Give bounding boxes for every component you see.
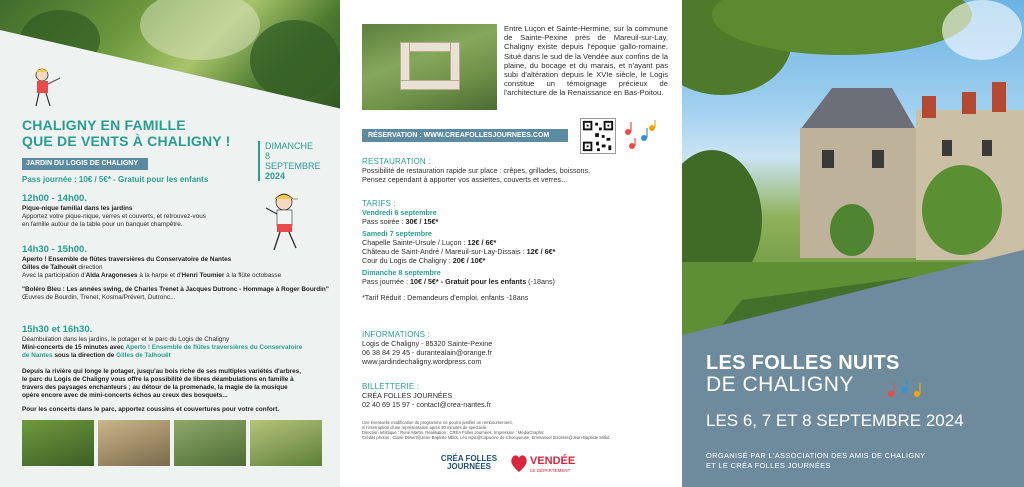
restauration-line2: Pensez cependant à apporter vos assiettes, couverts et verres…: [362, 175, 569, 184]
small-print: [362, 420, 678, 440]
park-paragraph: [22, 368, 340, 414]
intro-text: Entre Luçon et Sainte-Hermine, sur la commune de Sainte-Pexine près de Mareuil-sur-Lay, Chaligny existe depuis l'époque gallo-romaine. Situé dans le sud de la Vendée aux confins de la plaine, du bocage et du marais, et n'ayant pas subi d'altération depuis le XVIe siècle, le Logis constitue un témoignage précieux de l'architecture de la Renaissance en Bas-Poitou.: [504, 24, 668, 98]
music-notes-icon: [886, 378, 924, 400]
slot2-works: Œuvres de Bourdin, Trenet, Kosma/Prévert, Dutronc...: [22, 294, 176, 301]
main-subtitle: DE CHALIGNY: [706, 373, 854, 396]
slot2-part-c: à la harpe et d': [137, 272, 182, 279]
music-notes-icon: [622, 120, 658, 152]
info-address: Logis de Chaligny - 85320 Sainte-Pexine: [362, 339, 493, 348]
slot2-title1: Aperto ! Ensemble de flûtes traversières du Conservatoire de Nantes: [22, 256, 232, 263]
sunday-heading: Dimanche 8 septembre: [362, 268, 441, 277]
slot1-time: 12h00 - 14h00.: [22, 193, 87, 204]
restauration-heading: RESTAURATION :: [362, 157, 431, 166]
slot2-part-b: Alda Aragoneses: [85, 272, 138, 279]
thumb-photo: [22, 420, 94, 466]
slot1-desc2: en famille autour de la table pour un banquet champêtre.: [22, 221, 183, 228]
slot2-time: 14h30 - 15h00.: [22, 244, 87, 255]
slot3-time: 15h30 et 16h30.: [22, 324, 93, 335]
slot3-line1: Déambulation dans les jardins, le potager et le parc du Logis de Chaligny: [22, 336, 230, 343]
slot3-line3-mid: sous la direction de: [52, 352, 117, 359]
small-print-line1: Une éventuelle modification du programme ne pourra justifier un remboursement,: [362, 420, 513, 425]
slot-concert: [22, 244, 340, 302]
date-day: DIMANCHE: [265, 141, 314, 151]
friday-price: 30€ / 15€*: [405, 217, 439, 226]
saturday-heading: Samedi 7 septembre: [362, 229, 432, 238]
pass-price: Pass journée : 10€ / 5€* - Gratuit pour les enfants: [22, 175, 209, 184]
venue-bar: JARDIN DU LOGIS DE CHALIGNY: [22, 158, 148, 170]
small-print-line2: ni l'interruption d'une représentation après 30 minutes de spectacle.: [362, 425, 488, 430]
small-print-line4: Crédits photos : Claire Désert@Jean-Baptiste Millot, Léo Ispic@Capucine de Chocqueuse, Emmanuel Strosser@Jean-Baptiste Millot.: [362, 435, 611, 440]
vendee-heart-icon: [510, 452, 528, 474]
restauration-section: [362, 157, 672, 184]
date-year: 2024: [265, 171, 286, 181]
info-heading: INFORMATIONS :: [362, 330, 430, 339]
left-panel: [0, 0, 340, 487]
friday-heading: Vendredi 6 septembre: [362, 208, 437, 217]
small-print-line3: Direction artistique : René Martin. Réalisation : CRÉA Folles Journées. Impression : MédiaGraphic: [362, 430, 545, 435]
qr-code-icon[interactable]: [580, 118, 616, 154]
thumb-photo: [250, 420, 322, 466]
info-website[interactable]: www.jardindechaligny.wordpress.com: [362, 357, 482, 366]
sat-venue3: Cour du Logis de Chaligny :: [362, 256, 453, 265]
info-section: [362, 330, 672, 366]
sat-price1: 12€ / 6€*: [467, 238, 497, 247]
slot2-part-e: à la flûte octobasse: [224, 272, 282, 279]
sat-price2: 12€ / 6€*: [526, 247, 556, 256]
sat-venue2: Château de Saint-André / Mareuil-sur-Lay-Dissais :: [362, 247, 527, 256]
slot1-desc1: Apportez votre pique-nique, verres et couverts, et retrouvez-vous: [22, 213, 206, 220]
sun-age: (-18ans): [526, 277, 555, 286]
main-title: LES FOLLES NUITS: [706, 352, 900, 374]
slot2-part-d: Henri Toumier: [181, 272, 225, 279]
sun-pass: Pass journée :: [362, 277, 410, 286]
middle-panel: [340, 0, 682, 487]
slot3-line3-t1: de Nantes: [22, 352, 53, 359]
para-line1: Depuis la rivière qui longe le potager, jusqu'au bois riche de ses multiples variétés d'arbres,: [22, 368, 301, 375]
crea-logo-line2: JOURNÉES: [446, 462, 491, 471]
sat-price3: 20€ / 10€*: [452, 256, 486, 265]
event-date-box: [258, 141, 322, 181]
billetterie-name: CRÉA FOLLES JOURNÉES: [362, 391, 453, 400]
right-panel: [682, 0, 1024, 487]
slot2-direction: direction: [76, 264, 103, 271]
vendee-logo: [510, 452, 574, 476]
para-line3: travers des paysages enchanteurs ; au détour de la promenade, la magie de la musique: [22, 384, 288, 391]
event-title-line1: CHALIGNY EN FAMILLE: [22, 117, 186, 133]
event-title-line2: QUE DE VENTS À CHALIGNY !: [22, 133, 231, 149]
organizer-line1: ORGANISÉ PAR L'ASSOCIATION DES AMIS DE CHALIGNY: [706, 451, 926, 460]
tarifs-section: [362, 199, 672, 302]
slot2-conductor: Gilles de Talhouët: [22, 264, 77, 271]
date-date: 8 SEPTEMBRE: [265, 151, 321, 171]
aerial-photo: [362, 24, 497, 110]
friday-pass: Pass soirée :: [362, 217, 406, 226]
crea-logo-line1: CRÉA FOLLES: [440, 454, 498, 463]
crea-logo: [437, 455, 501, 471]
vendee-logo-sub: LE DÉPARTEMENT: [530, 468, 571, 473]
slot-picnic: [22, 193, 340, 229]
info-contact[interactable]: 06 38 84 29 45 - durantealain@orange.fr: [362, 348, 492, 357]
slot1-title: Pique-nique familial dans les jardins: [22, 205, 133, 212]
slot3-line3-t2: Gilles de Talhouët: [116, 352, 171, 359]
slot3-line2-t: Aperto ! Ensemble de flûtes traversières du Conservatoire: [123, 344, 303, 351]
billetterie-section: [362, 382, 672, 409]
slot-walk: [22, 324, 340, 360]
sun-price: 10€ / 5€* - Gratuit pour les enfants: [409, 277, 527, 286]
slot3-line2-b: Mini-concerts de 15 minutes avec: [22, 344, 124, 351]
festival-dates: LES 6, 7 ET 8 SEPTEMBRE 2024: [706, 411, 964, 430]
slot2-part-a: Avec la participation d': [22, 272, 86, 279]
restauration-line1: Possibilité de restauration rapide sur place : crêpes, grillades, boissons.: [362, 166, 591, 175]
para-line5: Pour les concerts dans le parc, apportez coussins et couvertures pour votre confort.: [22, 406, 280, 413]
photo-strip: [22, 420, 322, 466]
para-line4: opère encore avec de mini-concerts échos au creux des bosquets...: [22, 392, 228, 399]
para-line2: le parc du Logis de Chaligny vous offre la possibilité de libres déambulations en famille à: [22, 376, 294, 383]
kid-flute-icon: [26, 66, 62, 110]
sat-venue1: Chapelle Sainte-Ursule / Luçon :: [362, 238, 468, 247]
reservation-bar[interactable]: RÉSERVATION : WWW.CREAFOLLESJOURNEES.COM: [362, 129, 568, 142]
organizer-line2: ET LE CRÉA FOLLES JOURNÉES: [706, 461, 831, 470]
billetterie-contact[interactable]: 02 40 69 15 97 - contact@crea-nantes.fr: [362, 400, 492, 409]
billetterie-heading: BILLETTERIE :: [362, 382, 420, 391]
slot2-program: "Boléro Bleu : Les années swing, de Charles Trenet à Jacques Dutronc - Hommage à Roger Bourdin": [22, 286, 329, 293]
tarifs-heading: TARIFS :: [362, 199, 396, 208]
vendee-logo-text: VENDÉE: [530, 455, 576, 467]
thumb-photo: [98, 420, 170, 466]
thumb-photo: [174, 420, 246, 466]
reduced-rate-note: *Tarif Réduit : Demandeurs d'emploi, enfants -18ans: [362, 293, 529, 302]
